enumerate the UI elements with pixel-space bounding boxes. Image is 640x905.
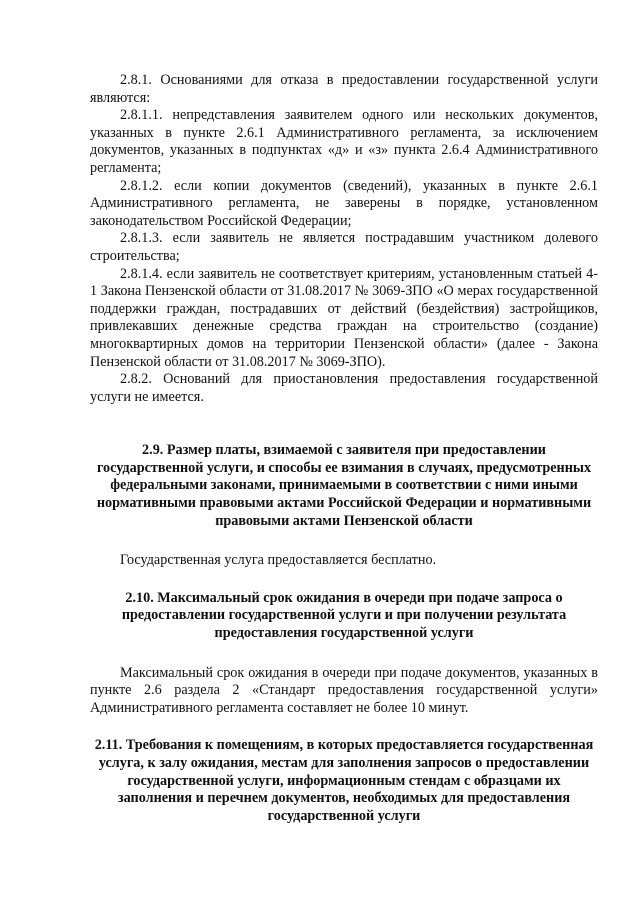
paragraph-2-8-1-4: 2.8.1.4. если заявитель не соответствует критериям, установленным статьей 4-1 Закона Пензенской области от 31.08.2017 № 3069-ЗПО «О мерах государственной поддержки граждан, пострадавших от действий (бездействия) застройщиков, привлекавших денежные средства граждан на строительство (создание) многоквартирных домов на территории Пензенской области» (далее - Закона Пензенской области от 31.08.2017 № 3069-ЗПО). xyxy=(90,265,598,370)
spacer xyxy=(90,570,598,590)
paragraph-2-8-1-2: 2.8.1.2. если копии документов (сведений), указанных в пункте 2.6.1 Административного регламента, не заверены в порядке, установленном законодательством Российской Федерации; xyxy=(90,177,598,229)
paragraph-2-9-text: Государственная услуга предоставляется бесплатно. xyxy=(120,552,437,569)
spacer xyxy=(90,406,598,442)
heading-2-9: 2.9. Размер платы, взимаемой с заявителя при предоставлении государственной услуги, и способы ее взимания в случаях, предусмотренных федеральными законами, принимаемыми в соответствии с ними иными нормативными правовыми актами Российской Федерации и нормативными правовыми актами Пензенской области xyxy=(96,442,592,529)
spacer xyxy=(90,643,598,665)
paragraph-2-8-1-1: 2.8.1.1. непредставления заявителем одного или нескольких документов, указанных в пункте 2.6.1 Административного регламента, за исключением документов, указанных в подпунктах «д» и «з» пункта 2.6.4 Административного регламента; xyxy=(90,107,598,176)
heading-2-10: 2.10. Максимальный срок ожидания в очереди при подаче запроса о предоставлении государственной услуги и при получении результата предоставления государственной услуги xyxy=(121,589,567,642)
paragraph-2-8-1-3: 2.8.1.3. если заявитель не является пострадавшим участником долевого строительства; xyxy=(90,230,598,264)
heading-2-11: 2.11. Требования к помещениям, в которых предоставляется государственная услуга, к залу ожидания, местам для заполнения запросов о предоставлении государственной услуги, информационным стендам с образцами их заполнения и перечнем документов, необходимых для предоставления государственной услуги xyxy=(94,737,594,824)
document-page xyxy=(90,72,598,825)
paragraph-2-8-1: 2.8.1. Основаниями для отказа в предоставлении государственной услуги являются: xyxy=(90,72,598,106)
paragraph-2-10-text: Максимальный срок ожидания в очереди при подаче документов, указанных в пункте 2.6 раздела 2 «Стандарт предоставления государственной услуги» Административного регламента составляет не более 10 минут. xyxy=(90,664,598,716)
spacer xyxy=(90,717,598,737)
paragraph-2-8-2: 2.8.2. Оснований для приостановления предоставления государственной услуги не имеется. xyxy=(90,371,598,405)
spacer xyxy=(90,530,598,552)
